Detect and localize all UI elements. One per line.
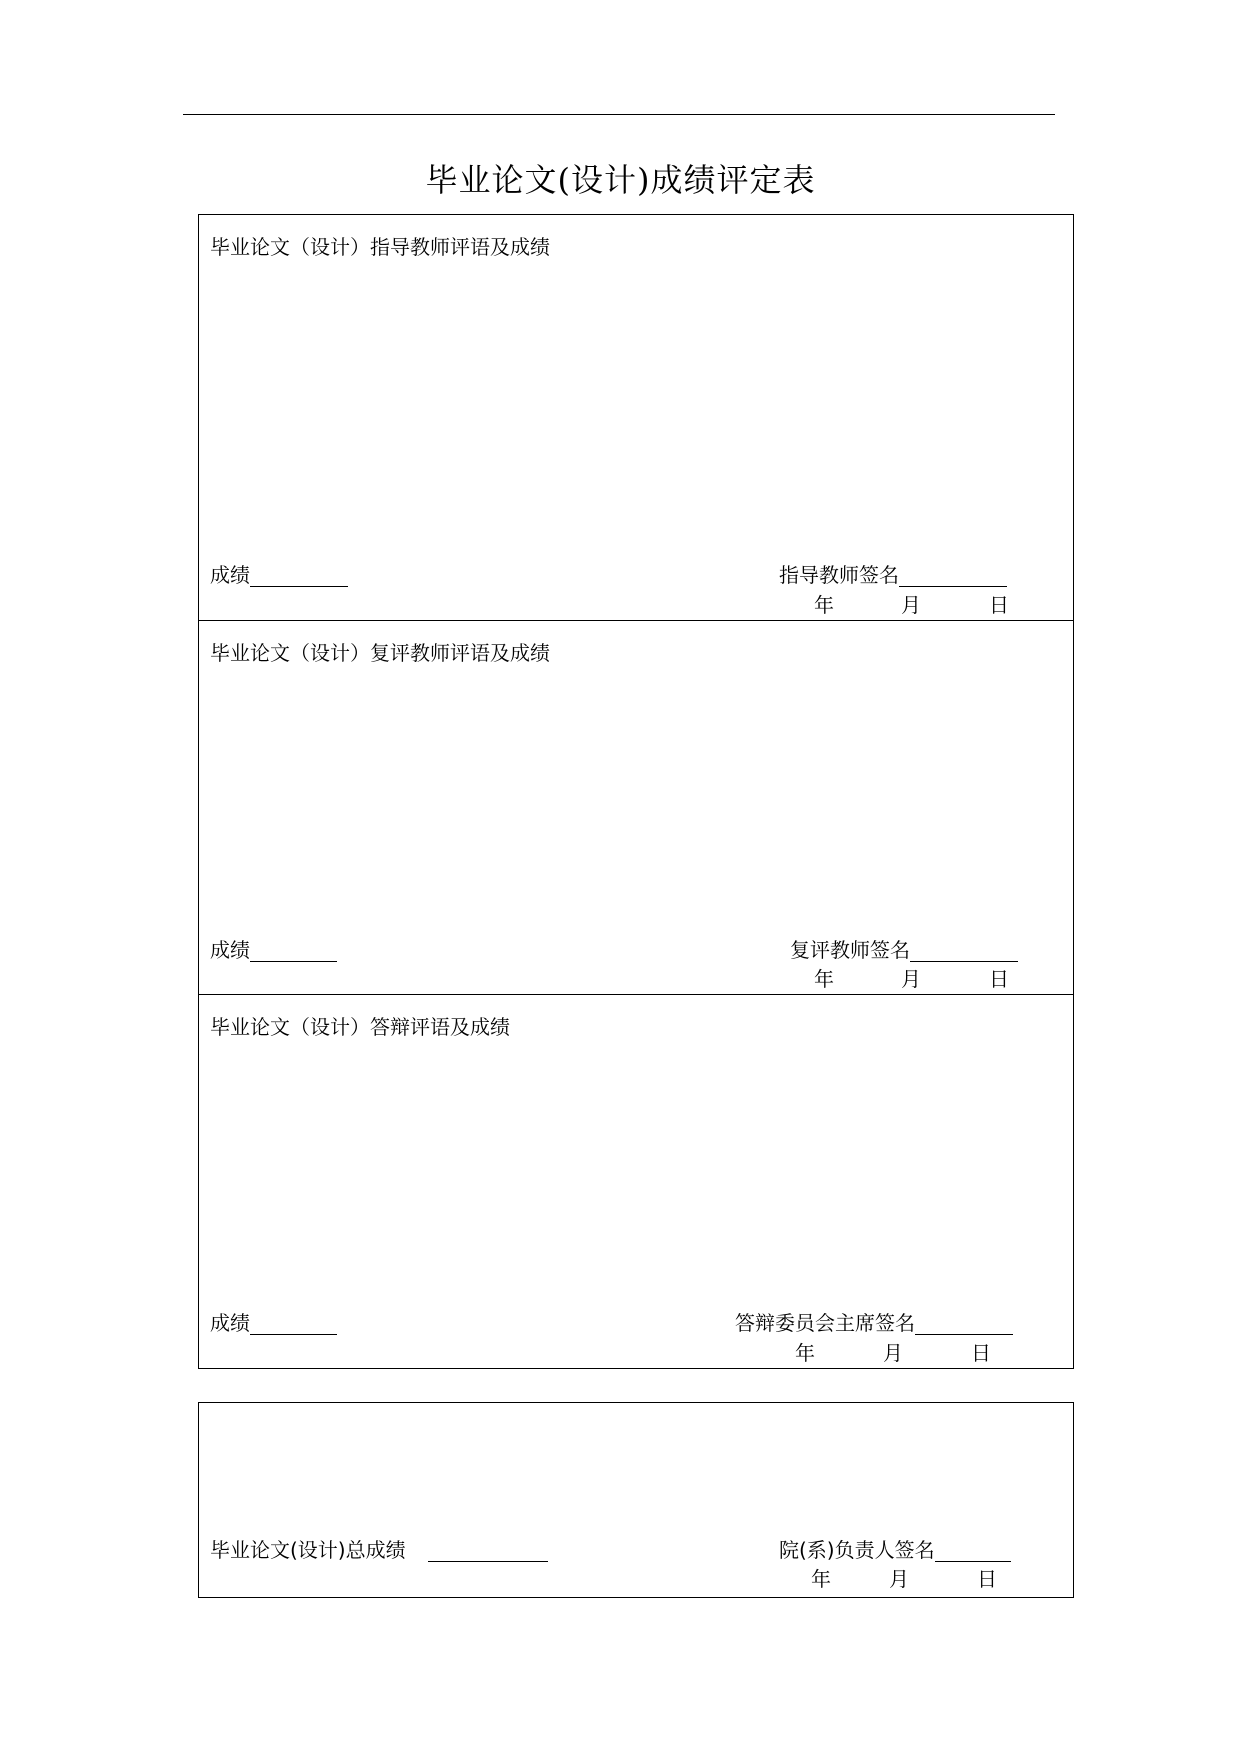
date-month: 月 [883,1341,903,1365]
signature-field [790,938,1018,962]
signature-label: 指导教师签名 [779,563,899,587]
section-heading: 毕业论文（设计）答辩评语及成绩 [210,1015,510,1039]
date-year: 年 [814,593,834,617]
date-month: 月 [889,1567,909,1591]
date-year: 年 [811,1567,831,1591]
supervisor-section [199,215,1073,621]
date-day: 日 [989,593,1009,617]
date-month: 月 [901,593,921,617]
date-month: 月 [901,967,921,991]
score-label: 成绩 [210,563,250,587]
total-score-field [210,1538,548,1562]
defense-section [199,995,1073,1368]
reviewer-section [199,621,1073,995]
signature-label: 复评教师签名 [790,938,910,962]
header-rule [183,114,1055,115]
signature-blank[interactable] [935,1539,1011,1562]
signature-field [779,563,1007,587]
score-blank[interactable] [250,1312,337,1335]
total-score-blank[interactable] [428,1539,548,1562]
score-field [210,938,337,962]
date-year: 年 [795,1341,815,1365]
total-score-label: 毕业论文(设计)总成绩 [210,1538,406,1562]
signature-blank[interactable] [910,939,1018,962]
total-score-box [198,1402,1074,1598]
score-blank[interactable] [250,939,337,962]
signature-field [735,1311,1013,1335]
date-year: 年 [814,967,834,991]
signature-label: 院(系)负责人签名 [779,1538,935,1562]
score-label: 成绩 [210,1311,250,1335]
score-label: 成绩 [210,938,250,962]
section-heading: 毕业论文（设计）指导教师评语及成绩 [210,235,550,259]
signature-blank[interactable] [899,564,1007,587]
page-title: 毕业论文(设计)成绩评定表 [425,161,816,199]
evaluation-table [198,214,1074,1369]
date-day: 日 [971,1341,991,1365]
signature-field [779,1538,1011,1562]
score-blank[interactable] [250,564,348,587]
section-heading: 毕业论文（设计）复评教师评语及成绩 [210,641,550,665]
score-field [210,1311,337,1335]
date-day: 日 [977,1567,997,1591]
signature-blank[interactable] [915,1312,1013,1335]
date-day: 日 [989,967,1009,991]
signature-label: 答辩委员会主席签名 [735,1311,915,1335]
score-field [210,563,348,587]
